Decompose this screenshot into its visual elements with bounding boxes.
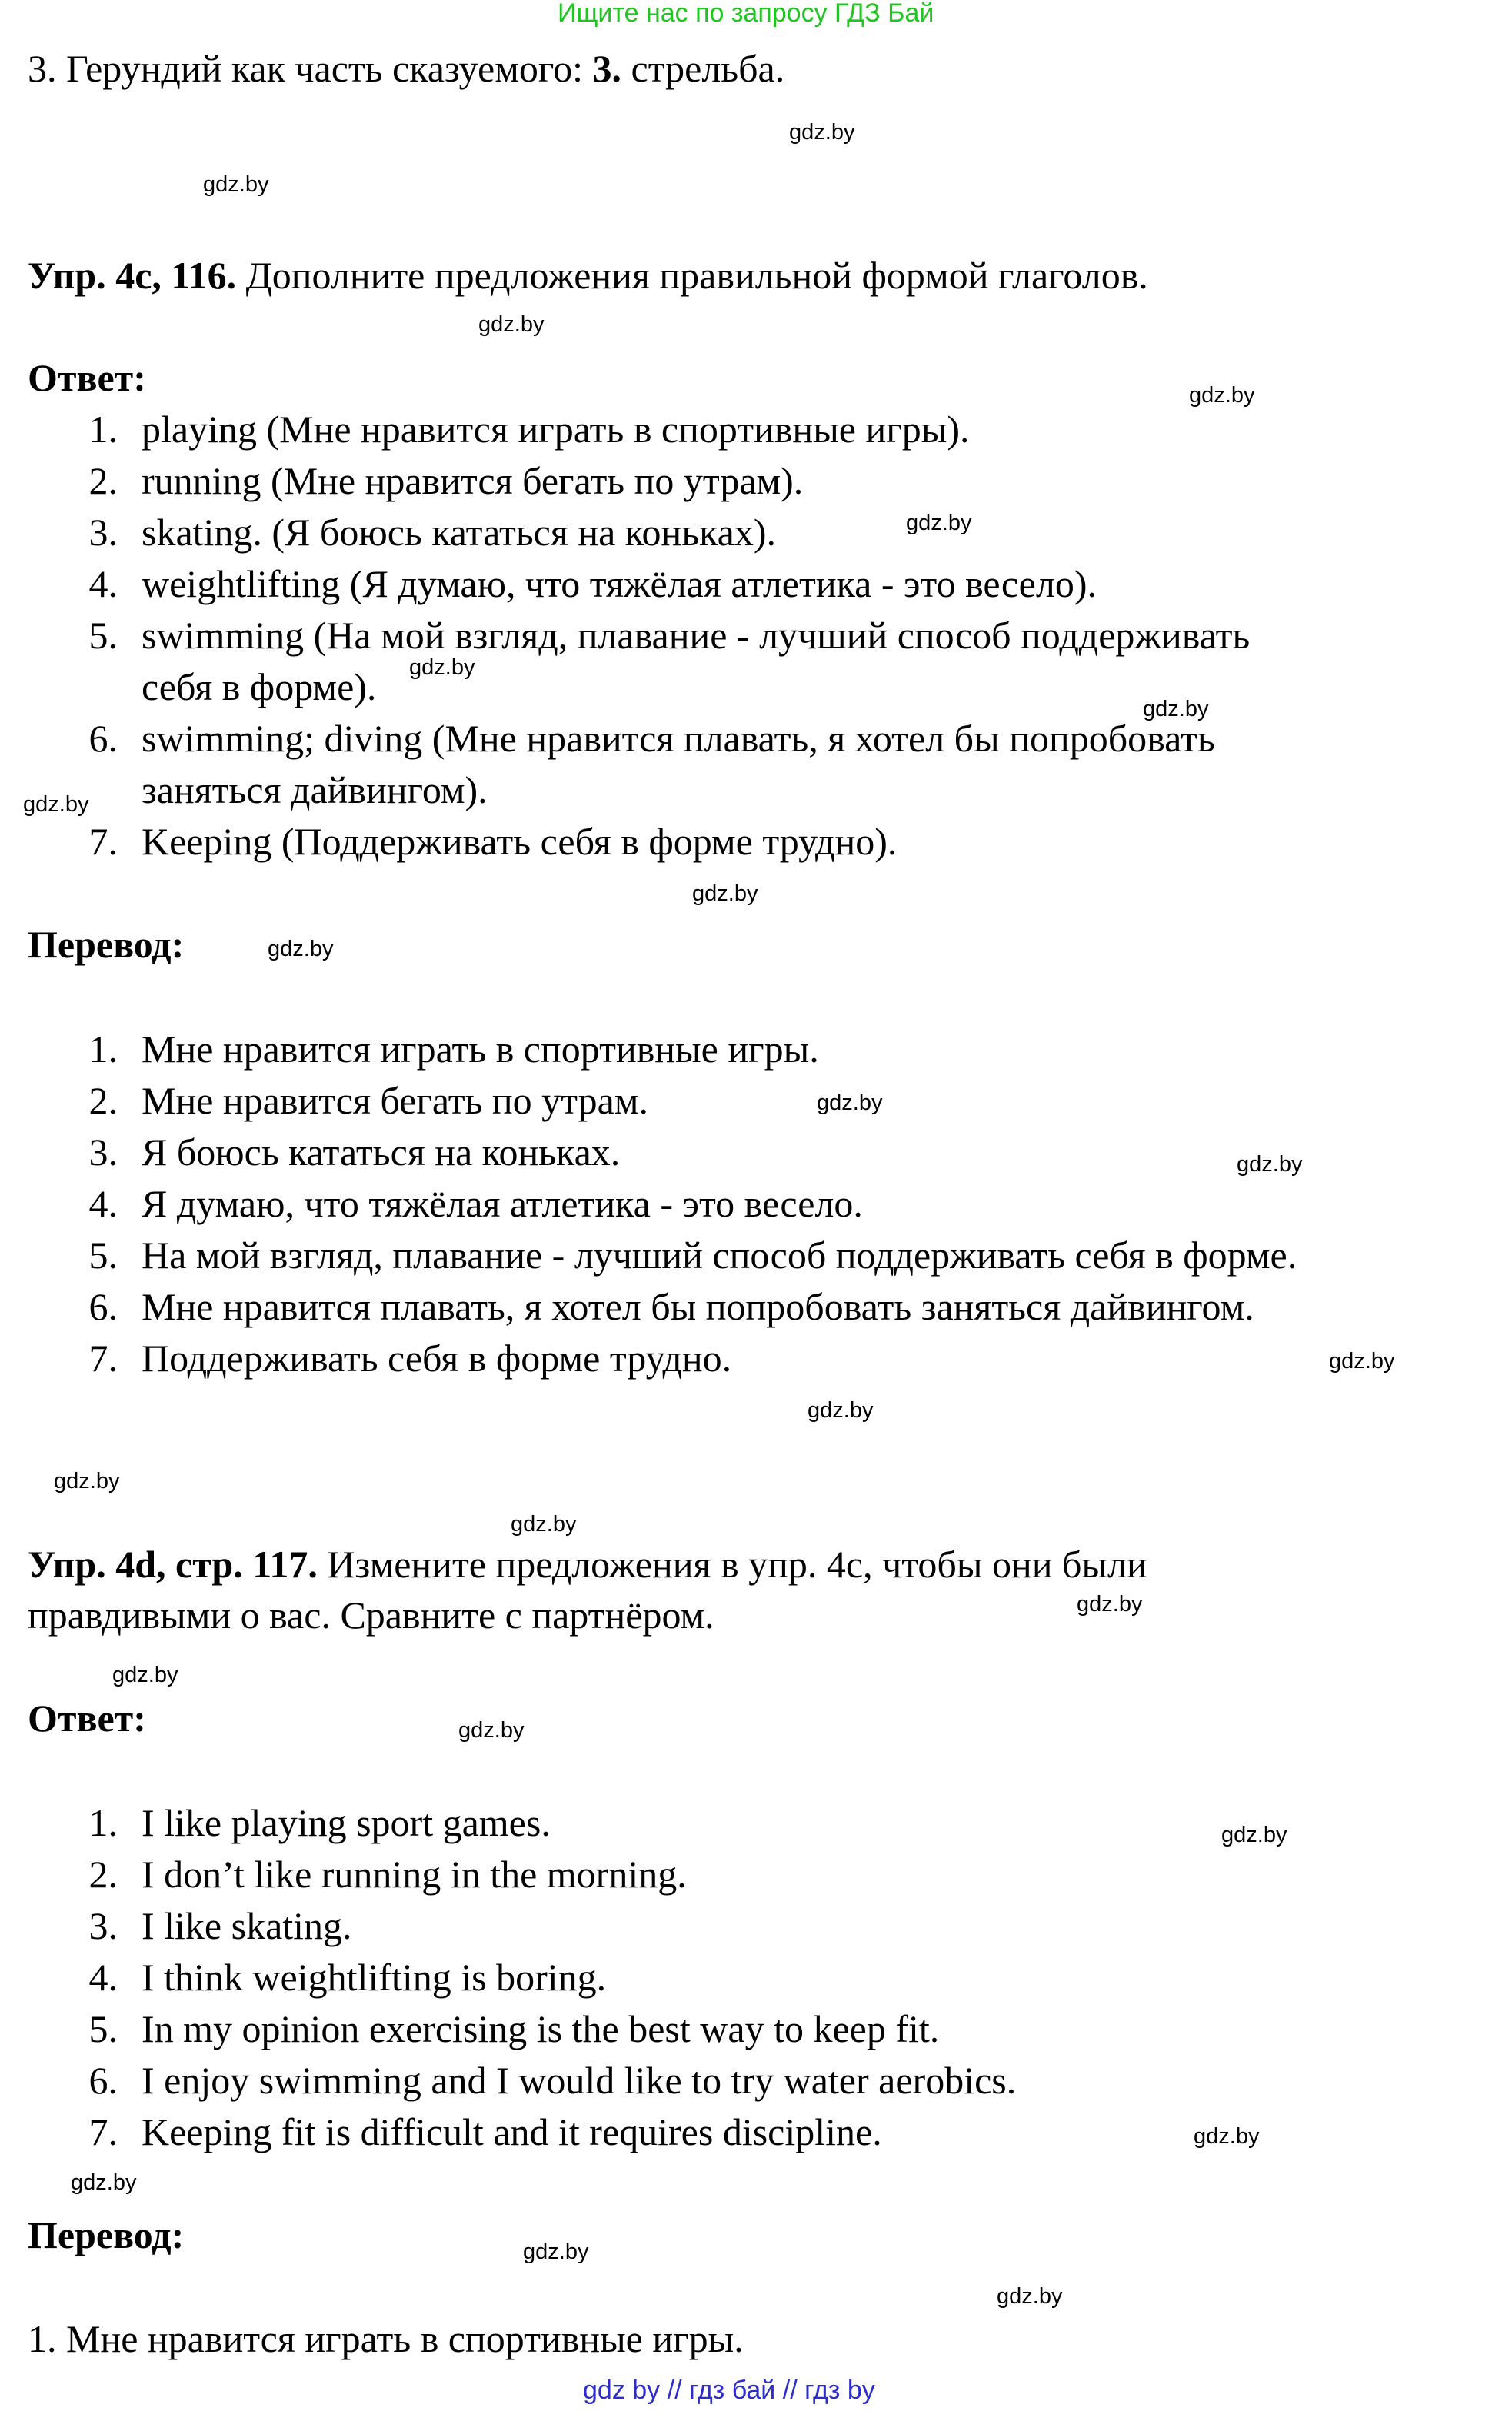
answer-text: I like skating. — [142, 1904, 352, 1947]
translation-text: Я думаю, что тяжёлая атлетика - это весело. — [142, 1182, 863, 1225]
exercise-4d-title — [28, 1540, 1147, 1588]
answer-text: weightlifting (Я думаю, что тяжёлая атлетика - это весело). — [142, 562, 1097, 605]
answer-text: running (Мне нравится бегать по утрам). — [142, 459, 804, 502]
exercise-4d-title-line2: правдивыми о вас. Сравните с партнёром. — [28, 1593, 714, 1637]
answer-text: swimming (На мой взгляд, плавание - лучший способ поддерживать — [142, 614, 1251, 657]
exercise-4c-ref: Упр. 4с, 116. — [28, 254, 237, 297]
answer-number: 1. — [88, 408, 118, 451]
translation-first-line: 1. Мне нравится играть в спортивные игры. — [28, 2317, 744, 2360]
answer-number: 6. — [88, 2059, 118, 2102]
watermark: gdz.by — [789, 120, 855, 145]
top-banner[interactable]: Ищите нас по запросу ГДЗ Бай — [558, 0, 934, 28]
answer-text: I enjoy swimming and I would like to try water aerobics. — [142, 2059, 1017, 2102]
watermark: gdz.by — [997, 2284, 1063, 2309]
translation-number: 7. — [88, 1337, 118, 1380]
translation-text: Мне нравится плавать, я хотел бы попробовать заняться дайвингом. — [142, 1285, 1254, 1328]
watermark: gdz.by — [817, 1091, 883, 1115]
exercise-4c-instruction: Дополните предложения правильной формой глаголов. — [236, 254, 1148, 297]
answer-number: 6. — [88, 717, 118, 760]
translation-text: Я боюсь кататься на коньках. — [142, 1131, 621, 1174]
translation-heading-1: Перевод: — [28, 923, 185, 966]
watermark: gdz.by — [409, 655, 475, 680]
answer-heading-1: Ответ: — [28, 356, 146, 399]
answer-number: 5. — [88, 614, 118, 657]
answer-text: In my opinion exercising is the best way to keep fit. — [142, 2007, 940, 2050]
translation-heading-2: Перевод: — [28, 2213, 185, 2256]
answer-number: 7. — [88, 2110, 118, 2153]
answer-text: swimming; diving (Мне нравится плавать, я хотел бы попробовать — [142, 717, 1215, 760]
answer-text: I don’t like running in the morning. — [142, 1853, 687, 1896]
watermark: gdz.by — [112, 1663, 178, 1687]
answer-text: I think weightlifting is boring. — [142, 1956, 607, 1999]
watermark: gdz.by — [1221, 1823, 1287, 1847]
answer-number: 7. — [88, 820, 118, 863]
translation-text: На мой взгляд, плавание - лучший способ поддерживать себя в форме. — [142, 1234, 1297, 1277]
watermark: gdz.by — [478, 312, 545, 337]
exercise-4d-ref: Упр. 4d, стр. 117. — [28, 1543, 318, 1586]
gerund-line — [28, 45, 784, 92]
watermark: gdz.by — [1143, 697, 1209, 721]
gerund-rest: стрельба. — [621, 47, 785, 90]
gerund-number: 3. — [592, 47, 621, 90]
watermark: gdz.by — [23, 792, 89, 817]
watermark: gdz.by — [692, 881, 758, 906]
gerund-prefix: 3. Герундий как часть сказуемого: — [28, 47, 593, 90]
answer-number: 5. — [88, 2007, 118, 2050]
answer-number: 3. — [88, 1904, 118, 1947]
watermark: gdz.by — [458, 1718, 525, 1743]
answer-text: skating. (Я боюсь кататься на коньках). — [142, 511, 776, 554]
translation-text: Мне нравится играть в спортивные игры. — [142, 1027, 819, 1071]
watermark: gdz.by — [1329, 1349, 1395, 1374]
watermark: gdz.by — [203, 172, 269, 197]
translation-number: 1. — [88, 1027, 118, 1071]
answer-number: 3. — [88, 511, 118, 554]
translation-text: Поддерживать себя в форме трудно. — [142, 1337, 732, 1380]
answer-text: Keeping fit is difficult and it requires discipline. — [142, 2110, 882, 2153]
translation-number: 5. — [88, 1234, 118, 1277]
watermark: gdz.by — [71, 2170, 137, 2195]
translation-number: 4. — [88, 1182, 118, 1225]
watermark: gdz.by — [808, 1398, 874, 1423]
watermark: gdz.by — [54, 1469, 120, 1494]
answer-number: 4. — [88, 562, 118, 605]
translation-text: Мне нравится бегать по утрам. — [142, 1079, 648, 1122]
exercise-4c-title — [28, 251, 1148, 299]
answer-text-continued: заняться дайвингом). — [142, 768, 488, 811]
watermark: gdz.by — [1189, 383, 1255, 408]
exercise-4d-instruction: Измените предложения в упр. 4с, чтобы они были — [317, 1543, 1147, 1586]
translation-number: 2. — [88, 1079, 118, 1122]
watermark: gdz.by — [268, 937, 334, 961]
translation-number: 3. — [88, 1131, 118, 1174]
answer-number: 2. — [88, 1853, 118, 1896]
watermark: gdz.by — [511, 1512, 577, 1537]
footer-links[interactable]: gdz by // гдз бай // гдз by — [583, 2376, 875, 2405]
answer-number: 2. — [88, 459, 118, 502]
translation-number: 6. — [88, 1285, 118, 1328]
answer-number: 1. — [88, 1801, 118, 1844]
watermark: gdz.by — [1194, 2124, 1260, 2149]
watermark: gdz.by — [1077, 1592, 1143, 1617]
answer-text: Keeping (Поддерживать себя в форме трудно). — [142, 820, 898, 863]
answer-number: 4. — [88, 1956, 118, 1999]
watermark: gdz.by — [1237, 1152, 1303, 1177]
answer-text: I like playing sport games. — [142, 1801, 551, 1844]
answer-text-continued: себя в форме). — [142, 665, 377, 708]
answer-heading-2: Ответ: — [28, 1697, 146, 1740]
watermark: gdz.by — [906, 511, 972, 535]
watermark: gdz.by — [523, 2239, 589, 2264]
answer-text: playing (Мне нравится играть в спортивные игры). — [142, 408, 970, 451]
